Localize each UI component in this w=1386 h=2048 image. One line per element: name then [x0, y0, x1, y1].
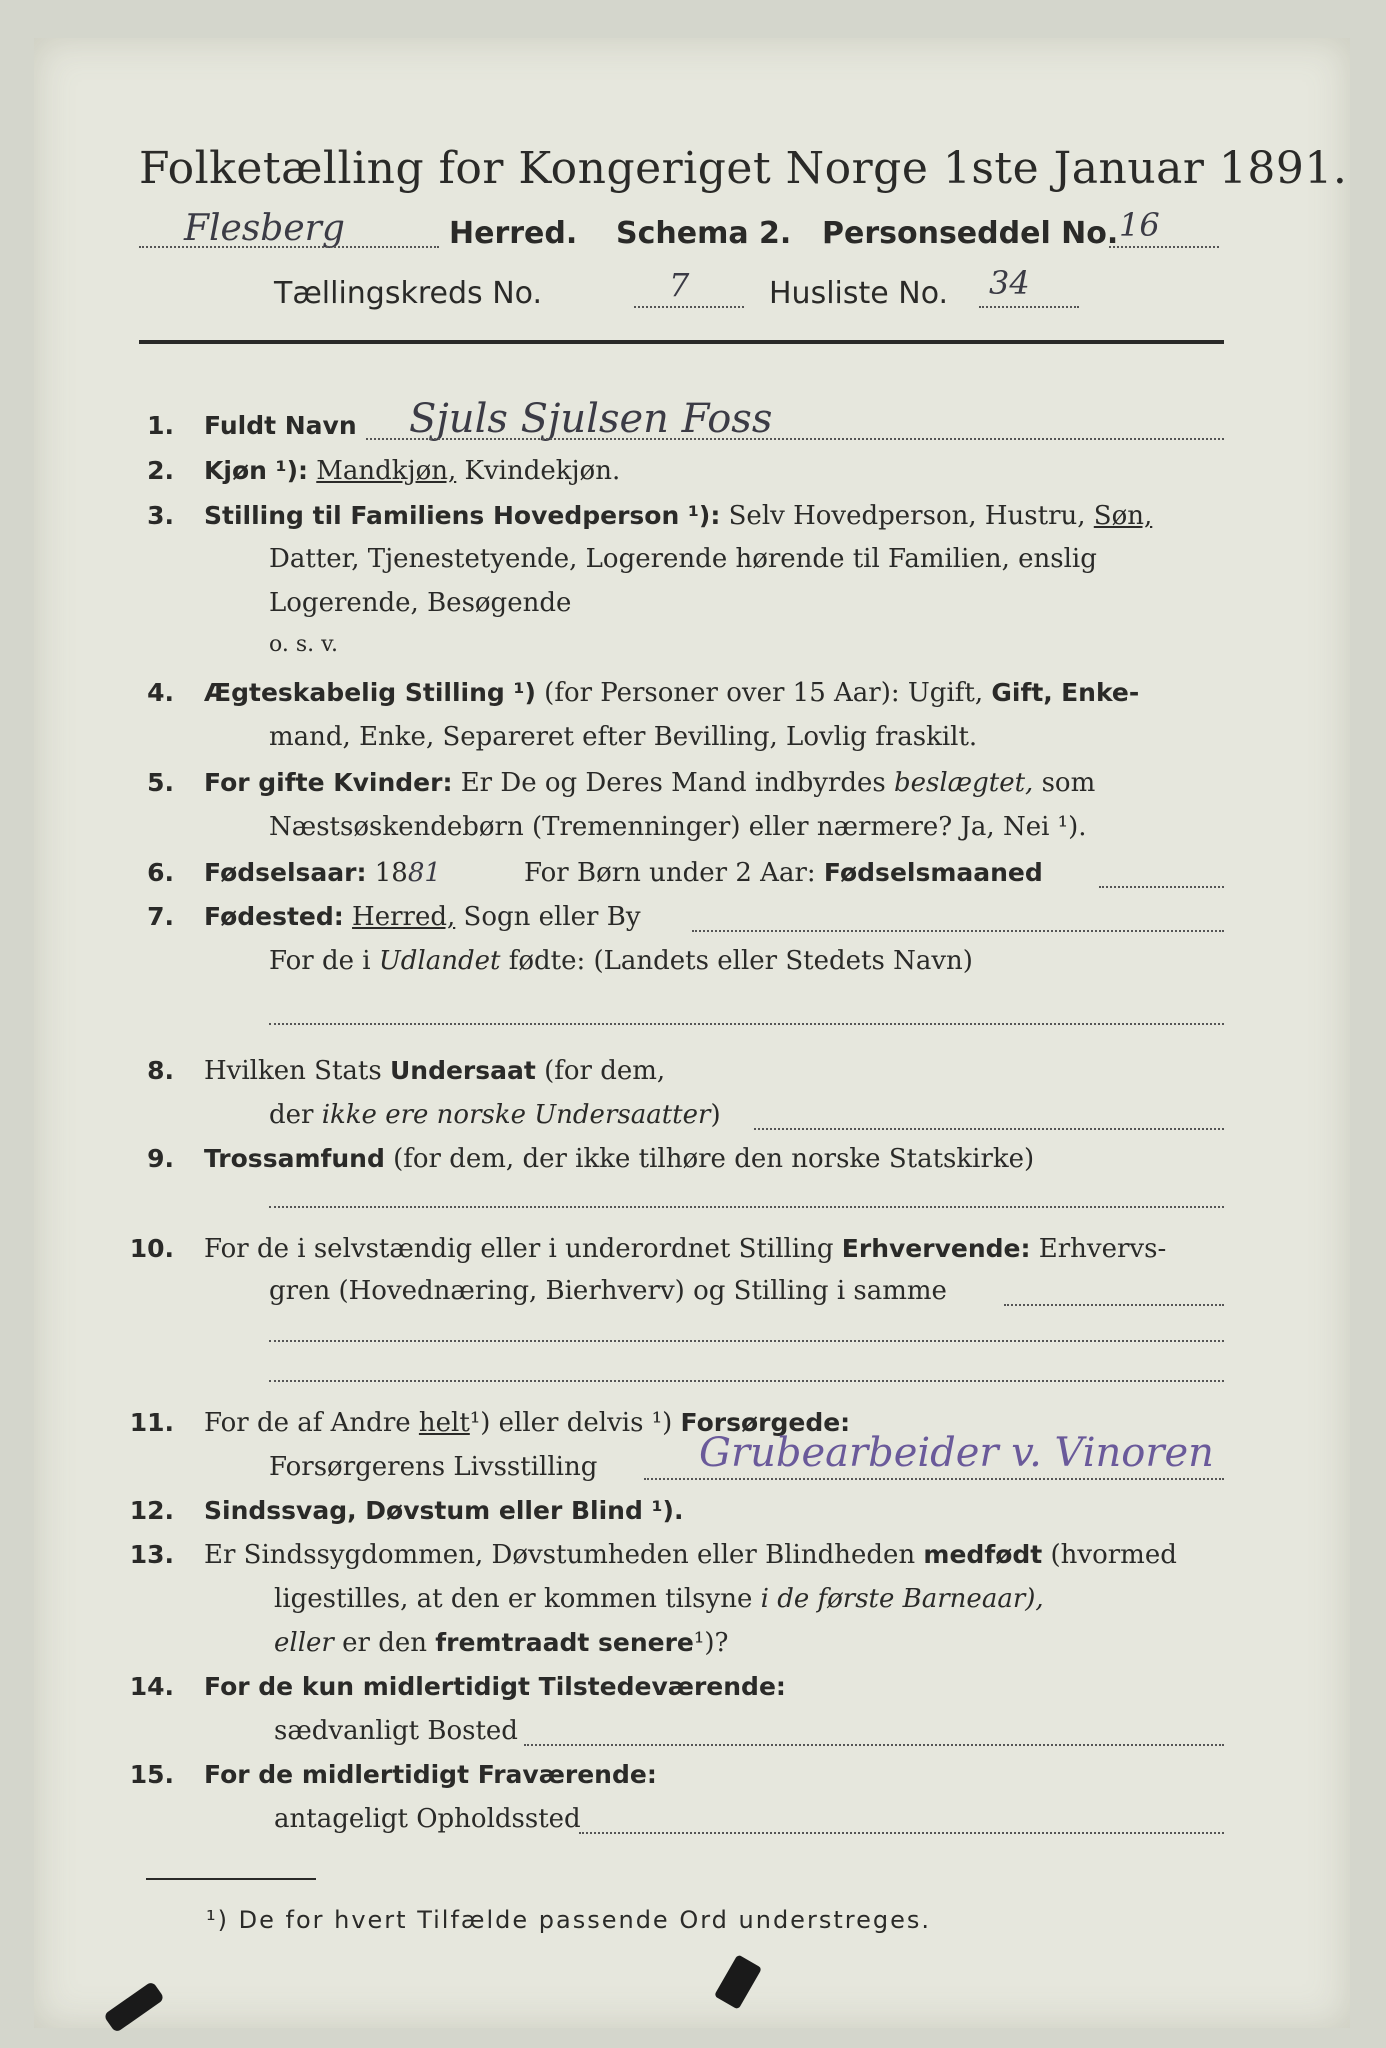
item-number: 15. — [129, 1760, 174, 1789]
birthplace-dotted-line — [692, 930, 1224, 932]
item-number: 3. — [147, 501, 174, 530]
marital-status-label: Ægteskabelig Stilling ¹) — [204, 678, 536, 707]
citizenship-label: Undersaat — [389, 1056, 536, 1085]
married-women-beslaegtet: beslægtet, — [893, 768, 1034, 798]
occupation-text-a: For de i selvstændig eller i underordnet Stilling — [204, 1234, 834, 1264]
citizenship-dotted-line — [754, 1128, 1224, 1130]
provider-occupation-label: Forsørgerens Livsstilling — [269, 1452, 598, 1482]
family-position-line4: o. s. v. — [269, 632, 338, 657]
herred-dotted-line — [139, 246, 439, 248]
religion-label: Trossamfund — [204, 1144, 385, 1173]
taellingskreds-value: 7 — [669, 266, 690, 304]
ink-blot — [714, 1954, 762, 2010]
birth-month-text: For Børn under 2 Aar: — [524, 858, 816, 888]
personseddel-label: Personseddel No. — [822, 216, 1119, 251]
occupation-dotted-line-3 — [269, 1380, 1224, 1382]
support-label: Forsørgede: — [680, 1408, 851, 1437]
disability-label: Sindssvag, Døvstum eller Blind ¹). — [204, 1496, 684, 1525]
item-number: 8. — [147, 1056, 174, 1085]
item-number: 13. — [129, 1540, 174, 1569]
religion-dotted-line — [269, 1206, 1224, 1208]
header-divider — [139, 340, 1224, 344]
disability-origin-text-a: Er Sindssygdommen, Døvstumheden eller Blindheden — [204, 1540, 916, 1570]
item-number: 12. — [129, 1496, 174, 1525]
item-number: 14. — [129, 1672, 174, 1701]
herred-label: Herred. — [449, 216, 578, 251]
foreign-born-dotted-line — [269, 1023, 1224, 1025]
disability-origin-line2-a: ligestilles, at den er kommen tilsyne — [274, 1584, 753, 1614]
married-women-label: For gifte Kvinder: — [204, 768, 453, 797]
citizenship-text-b: (for dem, — [544, 1056, 666, 1086]
full-name-dotted-line — [366, 438, 1224, 440]
sex-option-male: Mandkjøn, — [316, 456, 457, 486]
foreign-born-udlandet: Udlandet — [378, 946, 501, 976]
usual-residence-dotted-line — [524, 1744, 1224, 1746]
footnote: ¹) De for hvert Tilfælde passende Ord understreges. — [206, 1906, 931, 1934]
citizenship-text-a: Hvilken Stats — [204, 1056, 382, 1086]
birth-year-label: Fødselsaar: — [204, 858, 367, 887]
occupation-line2: gren (Hovednæring, Bierhverv) og Stilling i samme — [269, 1276, 947, 1306]
taellingskreds-label: Tællingskreds No. — [274, 276, 542, 311]
item-number: 6. — [147, 858, 174, 887]
item-number: 9. — [147, 1144, 174, 1173]
item-number: 10. — [129, 1234, 174, 1263]
marital-status-enke: Enke- — [1061, 678, 1140, 707]
disability-origin-senere: fremtraadt senere — [435, 1628, 694, 1657]
foreign-born-text-a: For de i — [269, 946, 371, 976]
footnote-rule — [146, 1878, 316, 1880]
marital-status-line2: mand, Enke, Separeret efter Bevilling, Lovlig fraskilt. — [269, 722, 978, 752]
family-position-line1: Selv Hovedperson, Hustru, — [728, 501, 1086, 531]
disability-origin-line3-b: ¹)? — [693, 1628, 729, 1658]
marital-status-gift: Gift, — [991, 678, 1053, 707]
occupation-dotted-line-2 — [269, 1340, 1224, 1342]
citizenship-line2-italic: ikke ere norske Undersaatter — [321, 1100, 711, 1130]
full-name-label: Fuldt Navn — [204, 411, 357, 440]
temporary-present-label: For de kun midlertidigt Tilstedeværende: — [204, 1672, 786, 1701]
married-women-line1: Er De og Deres Mand indbyrdes — [460, 768, 886, 798]
married-women-line2: Næstsøskendebørn (Tremenninger) eller nærmere? Ja, Nei ¹). — [269, 812, 1087, 842]
provider-occupation-value: Grubearbeider v. Vinoren — [699, 1430, 1214, 1476]
personseddel-value: 16 — [1119, 206, 1160, 244]
family-position-line2: Datter, Tjenestetyende, Logerende hørende til Familien, enslig — [269, 544, 1097, 574]
husliste-dotted-line — [979, 306, 1079, 308]
birth-year-prefix: 18 — [374, 858, 408, 888]
item-number: 7. — [147, 902, 174, 931]
full-name-value: Sjuls Sjulsen Foss — [409, 396, 773, 442]
support-helt: helt — [418, 1408, 470, 1438]
citizenship-line2-a: der — [269, 1100, 314, 1130]
item-number: 1. — [147, 411, 174, 440]
temporary-absent-label: For de midlertidigt Fraværende: — [204, 1760, 657, 1789]
foreign-born-text-b: fødte: (Landets eller Stedets Navn) — [508, 946, 973, 976]
schema-label: Schema 2. — [616, 216, 792, 251]
religion-text: (for dem, der ikke tilhøre den norske Statskirke) — [393, 1144, 1035, 1174]
probable-residence-dotted-line — [579, 1832, 1224, 1834]
disability-origin-text-b: (hvormed — [1050, 1540, 1177, 1570]
personseddel-dotted-line — [1109, 246, 1219, 248]
birthplace-herred: Herred, — [352, 902, 456, 932]
birth-month-label: Fødselsmaaned — [823, 858, 1043, 887]
disability-origin-medfodt: medfødt — [923, 1540, 1043, 1569]
marital-status-line1: (for Personer over 15 Aar): Ugift, — [544, 678, 984, 708]
family-position-line3: Logerende, Besøgende — [269, 588, 572, 618]
support-text-b: ¹) eller delvis ¹) — [469, 1408, 673, 1438]
birth-year-value: 81 — [407, 858, 441, 888]
birth-month-dotted-line — [1099, 886, 1224, 888]
census-form: Folketælling for Kongeriget Norge 1ste Januar 1891. Flesberg Herred. Schema 2. Personseddel No. 16 Tællingskreds No. 7 Husliste No. 34 1. Fuldt Navn Sjuls Sjulsen Foss 2. Kjøn ¹): Mandkjøn, Kvindekjøn. 3. Stilling til Familiens Hovedperson ¹): Selv Hovedperson, Hustru, Søn, Datter, Tjenestetyende, Logerende hørende til Familien, enslig Logerende, Besøgende o. s. v. 4. Ægteskabelig Stilling ¹) (for Personer over 15 Aar): Ugift, Gift, Enke- mand, Enke, Separeret efter Bevilling, Lovlig fraskilt. 5. For gifte Kvinder: Er De og Deres Mand indbyrdes beslægtet, som Næstsøskendebørn (Tremenninger) eller nærmere? Ja, Nei ¹). 6. Fødselsaar: 1881 For Børn under 2 Aar: Fødselsmaaned 7. Fødested: Herred, Sogn eller By For de i Udlandet fødte: (Landets eller Stedets Navn) 8. Hvilken Stats Undersaat (for dem, der ikke ere norske Undersaatter) 9. Trossamfund (for dem, der ikke tilhøre den norske Statskirke) 10. For de i selvstændig eller i underordnet Stilling Erhvervende: Erhvervs- gren (Hovednæring, Bierhverv) og Stilling i samme 11. For de af Andre helt¹) eller delvis ¹) Forsørgede: Forsørgerens Livsstilling Grubearbeider v. Vinoren 12. Sindssvag, Døvstum eller Blind ¹). 13. Er Sindssygdommen, Døvstumheden eller Blindheden medfødt (hvormed ligestilles, at den er kommen tilsyne i de første Barneaar), eller er den fremtraadt senere¹)? 14. For de kun midlertidigt Tilstedeværende: sædvanligt Bosted 15. For de midlertidigt Fraværende: antageligt Opholdssted ¹) De for hvert Tilfælde passende Ord understreges. — [34, 38, 1350, 2028]
item-number: 4. — [147, 678, 174, 707]
family-position-son: Søn, — [1093, 501, 1153, 531]
item-number: 11. — [129, 1408, 174, 1437]
family-position-label: Stilling til Familiens Hovedperson ¹): — [204, 501, 721, 530]
husliste-value: 34 — [989, 264, 1030, 302]
probable-residence-label: antageligt Opholdssted — [274, 1804, 581, 1834]
support-text-a: For de af Andre — [204, 1408, 411, 1438]
sex-label: Kjøn ¹): — [204, 456, 308, 485]
usual-residence-label: sædvanligt Bosted — [274, 1716, 518, 1746]
married-women-som: som — [1041, 768, 1096, 798]
disability-origin-line3-a: er den — [342, 1628, 427, 1658]
herred-value: Flesberg — [184, 208, 345, 249]
disability-origin-line2-italic: i de første Barneaar), — [760, 1584, 1044, 1614]
form-title: Folketælling for Kongeriget Norge 1ste Januar 1891. — [139, 143, 1348, 194]
item-number: 2. — [147, 456, 174, 485]
birthplace-label: Fødested: — [204, 902, 344, 931]
husliste-label: Husliste No. — [769, 276, 949, 311]
disability-origin-eller: eller — [274, 1628, 334, 1658]
provider-occupation-dotted-line — [644, 1478, 1224, 1480]
item-number: 5. — [147, 768, 174, 797]
occupation-label: Erhvervende: — [841, 1234, 1031, 1263]
occupation-dotted-line-1 — [1004, 1304, 1224, 1306]
ink-blot — [103, 1981, 165, 2033]
occupation-text-b: Erhvervs- — [1038, 1234, 1167, 1264]
birthplace-line1: Sogn eller By — [463, 902, 641, 932]
taellingskreds-dotted-line — [634, 306, 744, 308]
sex-option-female: Kvindekjøn. — [464, 456, 621, 486]
